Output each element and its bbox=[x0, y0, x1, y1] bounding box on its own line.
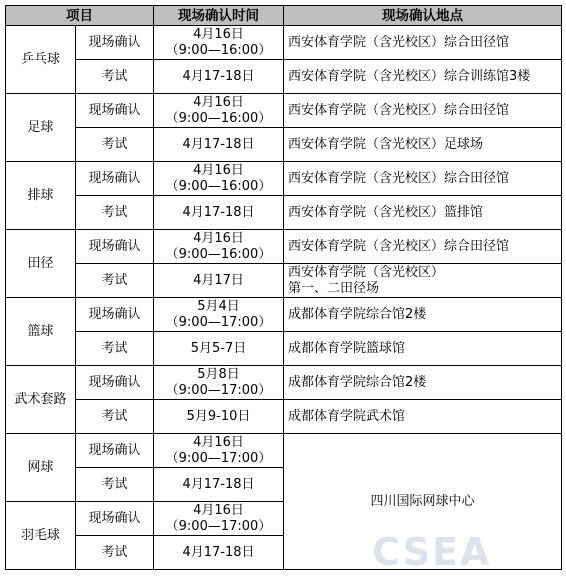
sport-name: 武术套路 bbox=[6, 366, 76, 434]
sport-name: 篮球 bbox=[6, 298, 76, 366]
table-row bbox=[6, 298, 562, 332]
exam-time: 4月17-18日 bbox=[154, 60, 284, 94]
row-kind: 考试 bbox=[76, 536, 154, 570]
table-row bbox=[6, 26, 562, 60]
time-hours: （9:00—17:00） bbox=[165, 382, 272, 398]
header-item: 项目 bbox=[6, 6, 154, 26]
schedule-table bbox=[5, 5, 562, 570]
place-cell: 成都体育学院综合馆2楼 bbox=[284, 366, 562, 400]
exam-time: 4月17-18日 bbox=[154, 468, 284, 502]
row-kind: 现场确认 bbox=[76, 298, 154, 332]
exam-time: 5月5-7日 bbox=[154, 332, 284, 366]
exam-time: 4月17-18日 bbox=[154, 128, 284, 162]
row-kind: 现场确认 bbox=[76, 162, 154, 196]
exam-time: 4月17日 bbox=[154, 264, 284, 298]
confirm-time bbox=[154, 434, 284, 468]
row-kind: 现场确认 bbox=[76, 502, 154, 536]
exam-time: 4月17-18日 bbox=[154, 536, 284, 570]
confirm-time bbox=[154, 162, 284, 196]
time-hours: （9:00—16:00） bbox=[165, 42, 272, 58]
time-hours: （9:00—17:00） bbox=[165, 450, 272, 466]
place-line: 第一、二田径场 bbox=[288, 280, 380, 296]
row-kind: 考试 bbox=[76, 264, 154, 298]
sport-name: 乒乓球 bbox=[6, 26, 76, 94]
place-cell: 西安体育学院（含光校区）综合田径馆 bbox=[284, 162, 562, 196]
place-cell: 成都体育学院篮球馆 bbox=[284, 332, 562, 366]
table-row bbox=[6, 162, 562, 196]
table-row bbox=[6, 94, 562, 128]
exam-time: 4月17-18日 bbox=[154, 196, 284, 230]
row-kind: 现场确认 bbox=[76, 26, 154, 60]
exam-time: 5月9-10日 bbox=[154, 400, 284, 434]
place-cell: 成都体育学院综合馆2楼 bbox=[284, 298, 562, 332]
confirm-time bbox=[154, 230, 284, 264]
confirm-time bbox=[154, 502, 284, 536]
row-kind: 考试 bbox=[76, 468, 154, 502]
table-row bbox=[6, 196, 562, 230]
confirm-time bbox=[154, 366, 284, 400]
time-hours: （9:00—16:00） bbox=[165, 246, 272, 262]
row-kind: 考试 bbox=[76, 60, 154, 94]
time-date: 4月16日 bbox=[193, 502, 244, 518]
row-kind: 现场确认 bbox=[76, 230, 154, 264]
shared-place-cell: 四川国际网球中心 bbox=[284, 434, 562, 570]
table-row bbox=[6, 400, 562, 434]
row-kind: 现场确认 bbox=[76, 434, 154, 468]
place-cell: 西安体育学院（含光校区）综合训练馆3楼 bbox=[284, 60, 562, 94]
place-cell: 西安体育学院（含光校区）篮排馆 bbox=[284, 196, 562, 230]
time-date: 5月4日 bbox=[197, 298, 240, 314]
place-cell: 西安体育学院（含光校区）足球场 bbox=[284, 128, 562, 162]
place-cell: 西安体育学院（含光校区）综合田径馆 bbox=[284, 26, 562, 60]
header-place: 现场确认地点 bbox=[284, 6, 562, 26]
time-hours: （9:00—16:00） bbox=[165, 178, 272, 194]
header-time: 现场确认时间 bbox=[154, 6, 284, 26]
table-row bbox=[6, 366, 562, 400]
sport-name: 田径 bbox=[6, 230, 76, 298]
sport-name: 羽毛球 bbox=[6, 502, 76, 570]
time-date: 4月16日 bbox=[193, 94, 244, 110]
sport-name: 排球 bbox=[6, 162, 76, 230]
table-row bbox=[6, 128, 562, 162]
row-kind: 现场确认 bbox=[76, 94, 154, 128]
row-kind: 考试 bbox=[76, 128, 154, 162]
watermark-logo: CSEA bbox=[372, 530, 492, 574]
table-row bbox=[6, 332, 562, 366]
time-hours: （9:00—16:00） bbox=[165, 110, 272, 126]
time-date: 4月16日 bbox=[193, 434, 244, 450]
place-cell: 成都体育学院武术馆 bbox=[284, 400, 562, 434]
table-row bbox=[6, 60, 562, 94]
place-cell bbox=[284, 264, 562, 298]
time-hours: （9:00—17:00） bbox=[165, 314, 272, 330]
row-kind: 考试 bbox=[76, 196, 154, 230]
row-kind: 考试 bbox=[76, 332, 154, 366]
confirm-time bbox=[154, 298, 284, 332]
header-row bbox=[6, 6, 562, 26]
row-kind: 考试 bbox=[76, 400, 154, 434]
table-row bbox=[6, 434, 562, 468]
confirm-time bbox=[154, 26, 284, 60]
table-row bbox=[6, 264, 562, 298]
time-date: 4月16日 bbox=[193, 230, 244, 246]
place-cell: 西安体育学院（含光校区）综合田径馆 bbox=[284, 230, 562, 264]
time-date: 4月16日 bbox=[193, 162, 244, 178]
place-cell: 西安体育学院（含光校区）综合田径馆 bbox=[284, 94, 562, 128]
sport-name: 网球 bbox=[6, 434, 76, 502]
confirm-time bbox=[154, 94, 284, 128]
sport-name: 足球 bbox=[6, 94, 76, 162]
table-row bbox=[6, 230, 562, 264]
place-line: 西安体育学院（含光校区） bbox=[288, 264, 445, 280]
time-date: 5月8日 bbox=[197, 366, 240, 382]
time-date: 4月16日 bbox=[193, 26, 244, 42]
row-kind: 现场确认 bbox=[76, 366, 154, 400]
time-hours: （9:00—17:00） bbox=[165, 518, 272, 534]
